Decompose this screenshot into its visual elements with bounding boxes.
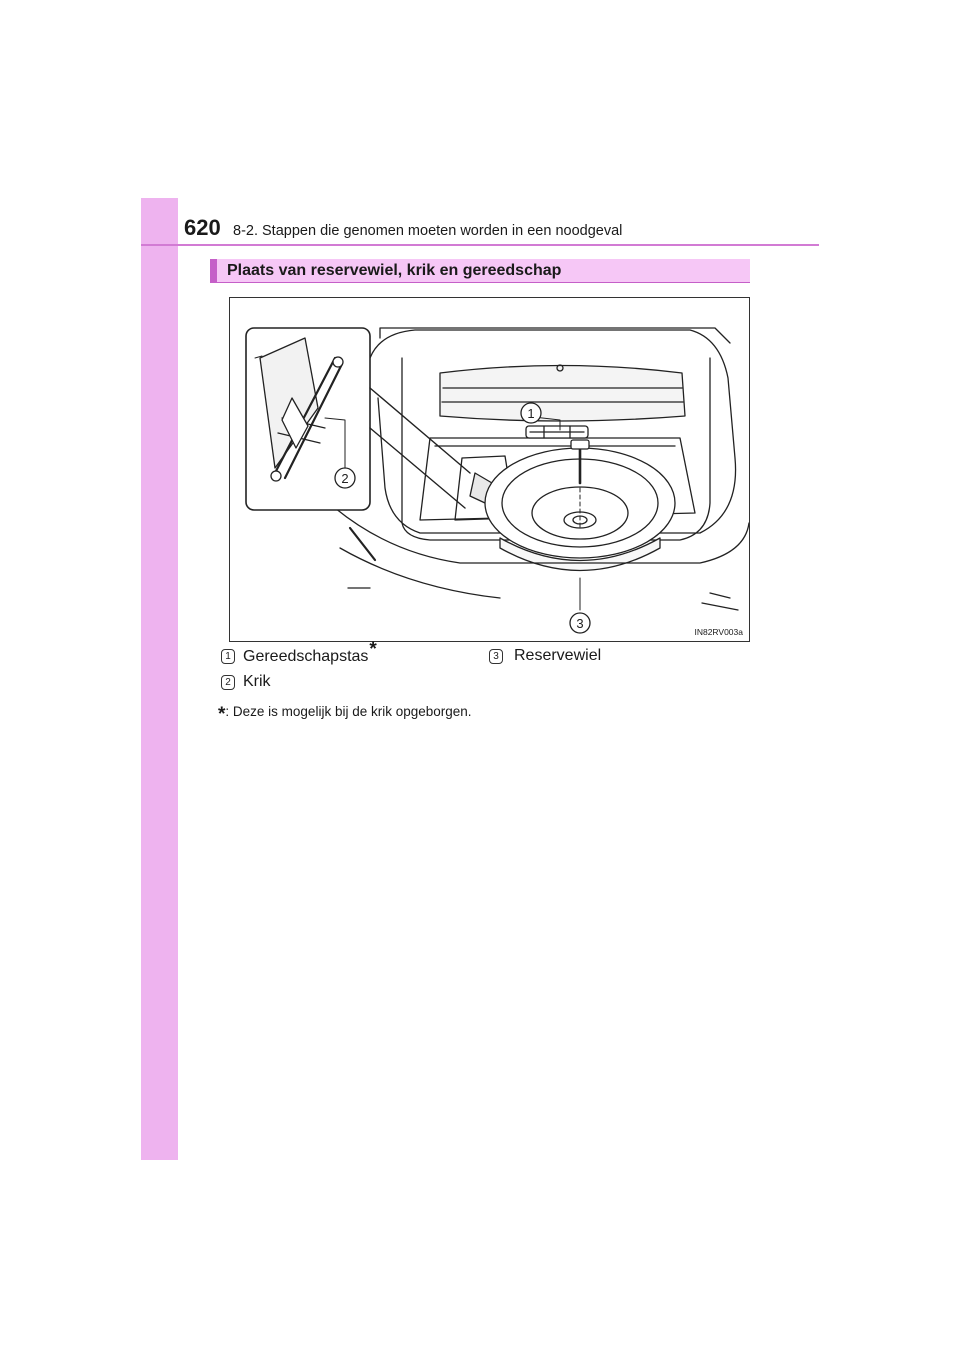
footnote <box>218 703 472 724</box>
legend-number-2: 2 <box>221 675 235 690</box>
side-tab-strip <box>141 198 178 1160</box>
legend-item-tool-bag <box>243 639 377 667</box>
header-rule <box>141 244 819 246</box>
legend-item-jack <box>243 672 271 692</box>
section-header <box>210 259 750 283</box>
legend-label: Gereedschapstas <box>243 648 369 665</box>
legend-label: Reservewiel <box>514 647 602 664</box>
legend-label: Krik <box>243 673 271 690</box>
legend-number-1: 1 <box>221 649 235 664</box>
footnote-marker: * <box>369 639 377 660</box>
trunk-illustration <box>229 297 750 642</box>
callout-2: 2 <box>341 471 349 486</box>
callout-3: 3 <box>576 616 584 631</box>
footnote-star: * <box>218 704 226 725</box>
legend-number-3: 3 <box>489 649 503 664</box>
figure-code: IN82RV003a <box>694 627 743 637</box>
section-title: Plaats van reservewiel, krik en gereedschap <box>227 262 562 279</box>
legend-item-spare-wheel <box>514 646 601 666</box>
page-number: 620 <box>184 215 221 240</box>
running-head: 8-2. Stappen die genomen moeten worden in een noodgeval <box>233 223 623 239</box>
footnote-text: : Deze is mogelijk bij de krik opgeborgen. <box>225 704 472 719</box>
callout-1: 1 <box>527 406 535 421</box>
trunk-drawing <box>230 298 749 641</box>
